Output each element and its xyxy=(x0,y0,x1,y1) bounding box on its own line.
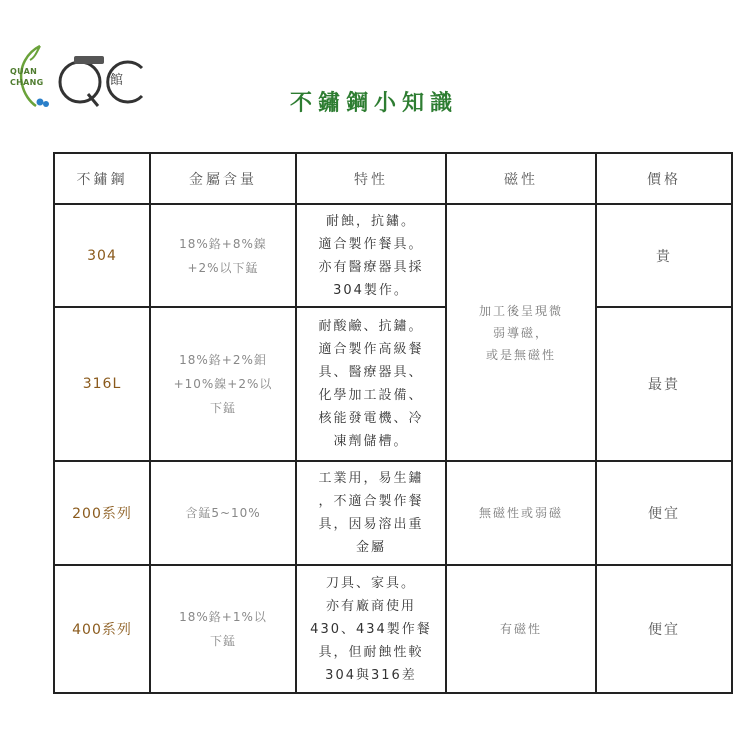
header-price: 價格 xyxy=(596,153,732,204)
table-row xyxy=(54,204,732,307)
svg-text:館: 館 xyxy=(110,73,124,88)
grade-cell: 400系列 xyxy=(54,565,150,693)
metal-cell: 18%鉻+8%鎳 +2%以下錳 xyxy=(150,204,296,307)
brand-name: QUAN CHANG xyxy=(10,67,44,87)
header-metal-content: 金屬含量 xyxy=(150,153,296,204)
stainless-steel-table xyxy=(53,152,733,694)
table-row xyxy=(54,307,732,461)
metal-cell: 含錳5~10% xyxy=(150,461,296,565)
price-cell: 最貴 xyxy=(596,307,732,461)
property-cell: 耐蝕，抗鏽。 適合製作餐具。 亦有醫療器具採 304製作。 xyxy=(296,204,446,307)
header-grade: 不鏽鋼 xyxy=(54,153,150,204)
metal-cell: 18%鉻+2%鉬 +10%鎳+2%以 下錳 xyxy=(150,307,296,461)
table-header-row xyxy=(54,153,732,204)
magnetism-cell-shared: 加工後呈現微 弱導磁， 或是無磁性 xyxy=(446,204,596,461)
price-cell: 便宜 xyxy=(596,461,732,565)
grade-cell: 304 xyxy=(54,204,150,307)
brand-logo xyxy=(6,44,156,116)
price-cell: 貴 xyxy=(596,204,732,307)
magnetism-cell: 無磁性或弱磁 xyxy=(446,461,596,565)
header-property: 特性 xyxy=(296,153,446,204)
grade-cell: 316L xyxy=(54,307,150,461)
magnetism-cell: 有磁性 xyxy=(446,565,596,693)
header-magnetism: 磁性 xyxy=(446,153,596,204)
page-title: 不鏽鋼小知識 xyxy=(290,91,459,116)
grade-cell: 200系列 xyxy=(54,461,150,565)
property-cell: 刀具、家具。 亦有廠商使用 430、434製作餐 具，但耐蝕性較 304與316差 xyxy=(296,565,446,693)
property-cell: 耐酸鹼、抗鏽。 適合製作高級餐 具、醫療器具、 化學加工設備、 核能發電機、冷 凍劑儲槽。 xyxy=(296,307,446,461)
qc-mark-icon xyxy=(54,48,150,114)
table-row xyxy=(54,565,732,693)
property-cell: 工業用，易生鏽 ，不適合製作餐 具，因易溶出重 金屬 xyxy=(296,461,446,565)
price-cell: 便宜 xyxy=(596,565,732,693)
metal-cell: 18%鉻+1%以 下錳 xyxy=(150,565,296,693)
table-row xyxy=(54,461,732,565)
